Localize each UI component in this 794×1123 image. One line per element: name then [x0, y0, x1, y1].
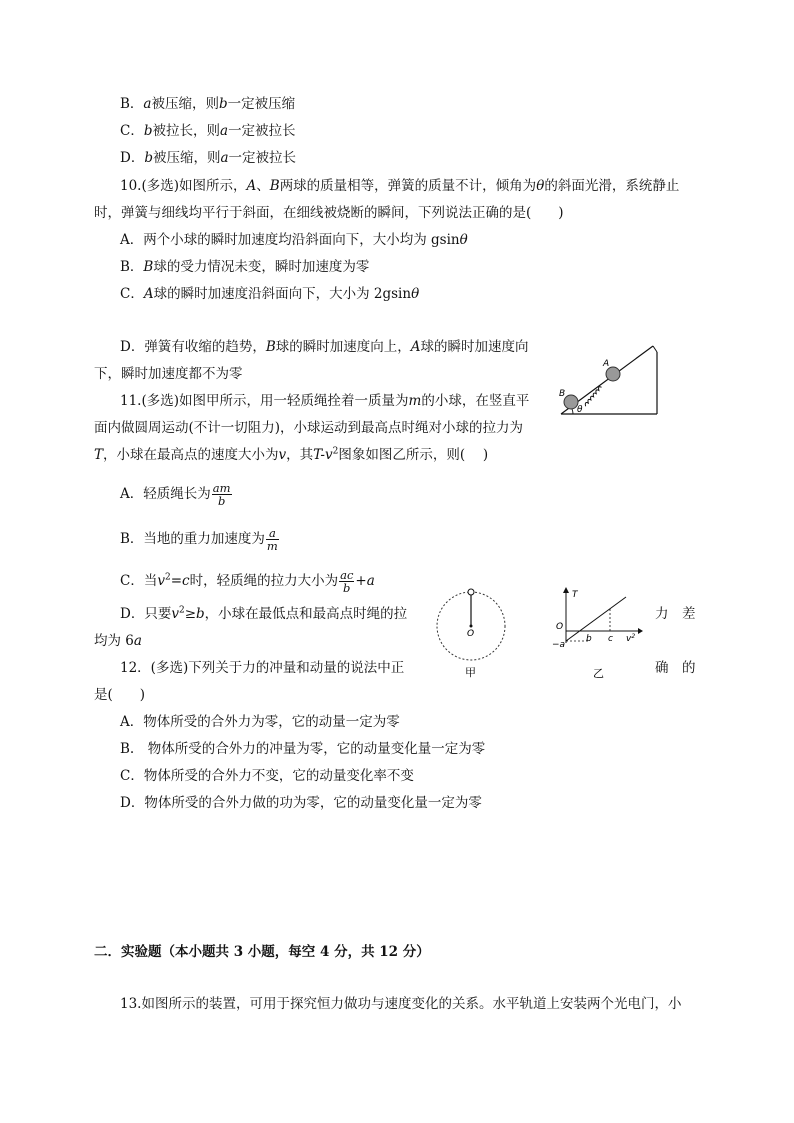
q11-yi-label-v2: $v^2$ — [626, 633, 636, 644]
section-2-title: 二．实验题（本小题共 3 小题，每空 4 分，共 12 分） — [94, 944, 430, 960]
q12-stem-line1-tail: 确 的 — [655, 660, 696, 676]
q12-option-d: D．物体所受的合外力做的功为零，它的动量变化量一定为零 — [120, 795, 482, 811]
q11-option-a: A．轻质绳长为 $\frac{am}{b}$ — [120, 481, 231, 508]
q9-option-d: D．b被压缩，则a一定被拉长 — [120, 150, 297, 166]
q13-stem-line1: 13.如图所示的装置，可用于探究恒力做功与速度变化的关系。水平轨道上安装两个光电门，小 — [120, 996, 682, 1012]
q11-yi-label-c: c — [608, 634, 613, 644]
q11-option-d-tail: 力 差 — [655, 606, 696, 622]
q9-option-b: B．a被压缩，则b一定被压缩 — [120, 96, 296, 112]
q11-figure-yi — [548, 585, 648, 685]
q10-fig-label-b: B — [559, 389, 566, 399]
q10-incline-figure — [553, 338, 663, 418]
q11-jia-caption: 甲 — [465, 666, 476, 679]
q10-fig-label-theta: θ — [577, 405, 583, 415]
q11-option-c: C．当$v^2=c$时，轻质绳的拉力大小为 $\frac{ac}{b}$ +a — [120, 568, 375, 595]
q11-stem-line1: 11.(多选)如图甲所示，用一轻质绳拴着一质量为m的小球，在竖直平 — [120, 393, 530, 409]
q12-stem-line1: 12．(多选)下列关于力的冲量和动量的说法中正 — [120, 660, 405, 676]
q10-fig-label-a: A — [603, 359, 610, 369]
q11-option-b: B．当地的重力加速度为 $\frac{a}{m}$ — [120, 526, 278, 553]
q11-yi-caption: 乙 — [593, 667, 604, 680]
q10-stem-line1: 10.(多选)如图所示，A、B两球的质量相等，弹簧的质量不计，倾角为θ的斜面光滑，系统静止 — [120, 178, 680, 194]
q12-option-b: B. 物体所受的合外力的冲量为零，它的动量变化量一定为零 — [120, 741, 486, 757]
q12-stem-line2: 是( ) — [94, 687, 146, 703]
q11-yi-label-neg-a: −a — [552, 640, 566, 650]
q10-option-c: C．A球的瞬时加速度沿斜面向下，大小为 2gsinθ — [120, 286, 420, 302]
q11-figure-jia — [425, 578, 525, 688]
q11-stem-line2: 面内做圆周运动(不计一切阻力)，小球运动到最高点时绳对小球的拉力为 — [94, 420, 524, 436]
q11-option-d-line2: 均为 6a — [94, 633, 142, 649]
q11-option-d-line1: D．只要$v^2\ge b$，小球在最低点和最高点时绳的拉 — [120, 605, 408, 622]
q10-option-d-line2: 下，瞬时加速度都不为零 — [94, 366, 243, 382]
q10-option-d-line1: D．弹簧有收缩的趋势，B球的瞬时加速度向上，A球的瞬时加速度向 — [120, 339, 529, 355]
q11-yi-label-t: T — [572, 590, 578, 600]
q11-yi-label-b: b — [586, 634, 592, 644]
q11-yi-label-o: O — [556, 622, 564, 632]
q10-option-a: A．两个小球的瞬时加速度均沿斜面向下，大小均为 gsinθ — [120, 232, 468, 248]
q12-option-a: A．物体所受的合外力为零，它的动量一定为零 — [120, 714, 400, 730]
q9-option-c: C．b被拉长，则a一定被拉长 — [120, 123, 296, 139]
q11-jia-label-o: O — [467, 629, 475, 639]
q12-option-c: C．物体所受的合外力不变，它的动量变化率不变 — [120, 768, 414, 784]
q10-stem-line2: 时，弹簧与细线均平行于斜面，在细线被烧断的瞬间，下列说法正确的是( ) — [94, 205, 564, 221]
q11-stem-line3: T，小球在最高点的速度大小为v，其$T-v^2$图象如图乙所示，则( ) — [94, 446, 489, 463]
q10-option-b: B．B球的受力情况未变，瞬时加速度为零 — [120, 259, 370, 275]
